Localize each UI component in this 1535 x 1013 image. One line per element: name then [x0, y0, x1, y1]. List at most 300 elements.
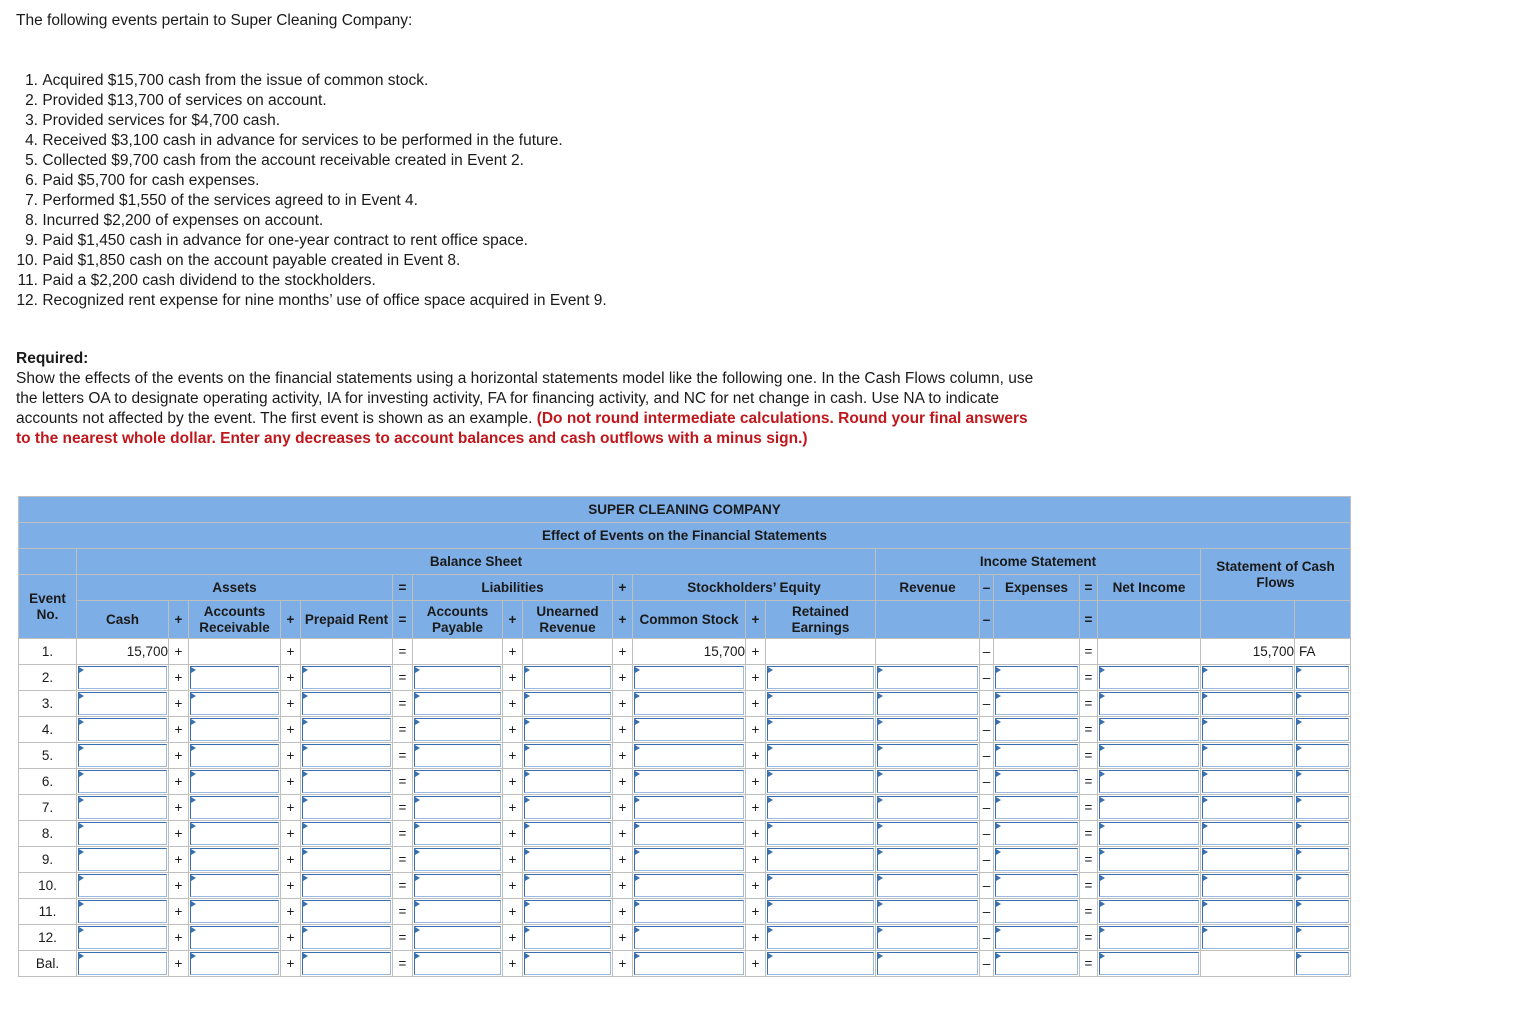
plus-sign: + — [281, 795, 301, 821]
net-income-input[interactable] — [1098, 873, 1201, 899]
cash-flow-code-input[interactable] — [1295, 899, 1351, 925]
cash-flow-amount-input[interactable] — [1201, 821, 1295, 847]
accounts-payable-input[interactable] — [413, 847, 503, 873]
expenses-input[interactable] — [994, 899, 1080, 925]
cash-input[interactable] — [77, 847, 169, 873]
equals-sign: = — [393, 601, 413, 639]
unearned-revenue-input[interactable] — [523, 847, 613, 873]
accounts-payable-input[interactable] — [413, 665, 503, 691]
cash-flow-code-input[interactable] — [1295, 847, 1351, 873]
unearned-revenue-input[interactable] — [523, 691, 613, 717]
plus-sign: + — [169, 717, 189, 743]
retained-earnings-cell — [766, 639, 876, 665]
event-number-cell: 7. — [19, 795, 77, 821]
cash-input[interactable] — [77, 951, 169, 977]
net-income-input[interactable] — [1098, 769, 1201, 795]
prepaid-rent-input[interactable] — [301, 821, 393, 847]
equals-sign: = — [393, 899, 413, 925]
expenses-input[interactable] — [994, 795, 1080, 821]
common-stock-input[interactable] — [633, 717, 746, 743]
plus-sign: + — [613, 575, 633, 601]
prepaid-rent-input[interactable] — [301, 951, 393, 977]
cash-input[interactable] — [77, 769, 169, 795]
plus-sign: + — [169, 847, 189, 873]
net-income-input[interactable] — [1098, 717, 1201, 743]
expenses-input[interactable] — [994, 717, 1080, 743]
event-text: Received $3,100 cash in advance for services to be performed in the future. — [42, 132, 563, 149]
accounts-payable-input[interactable] — [413, 925, 503, 951]
prepaid-rent-cell — [301, 639, 393, 665]
revenue-input[interactable] — [876, 873, 980, 899]
plus-sign: + — [613, 691, 633, 717]
revenue-input[interactable] — [876, 795, 980, 821]
net-income-header: Net Income — [1098, 575, 1201, 601]
unearned-revenue-input[interactable] — [523, 873, 613, 899]
equals-sign: = — [393, 925, 413, 951]
event-text: Paid $5,700 for cash expenses. — [42, 172, 260, 189]
plus-sign: + — [281, 717, 301, 743]
event-number-cell: 10. — [19, 873, 77, 899]
table-row — [19, 717, 1351, 743]
event-item — [12, 251, 607, 271]
plus-sign: + — [281, 639, 301, 665]
cash-input[interactable] — [77, 665, 169, 691]
plus-sign: + — [503, 717, 523, 743]
minus-sign: – — [980, 795, 994, 821]
accounts-receivable-input[interactable] — [189, 873, 281, 899]
cash-flow-code-input[interactable] — [1295, 951, 1351, 977]
event-number: 1. — [25, 72, 38, 89]
accounts-receivable-input[interactable] — [189, 847, 281, 873]
plus-sign: + — [503, 769, 523, 795]
plus-sign: + — [613, 665, 633, 691]
unearned-revenue-cell — [523, 639, 613, 665]
accounts-receivable-input[interactable] — [189, 951, 281, 977]
plus-sign: + — [281, 951, 301, 977]
plus-sign: + — [746, 873, 766, 899]
plus-sign: + — [281, 899, 301, 925]
accounts-payable-input[interactable] — [413, 769, 503, 795]
plus-sign: + — [503, 601, 523, 639]
equals-sign: = — [1080, 951, 1098, 977]
accounts-payable-input[interactable] — [413, 951, 503, 977]
prepaid-rent-input[interactable] — [301, 873, 393, 899]
accounts-receivable-cell — [189, 639, 281, 665]
retained-earnings-input[interactable] — [766, 769, 876, 795]
prepaid-rent-input[interactable] — [301, 717, 393, 743]
intro-text: The following events pertain to Super Cleaning Company: — [16, 12, 413, 29]
unearned-revenue-input[interactable] — [523, 769, 613, 795]
cash-flow-code-input[interactable] — [1295, 743, 1351, 769]
cash-input[interactable] — [77, 899, 169, 925]
equals-sign: = — [393, 665, 413, 691]
plus-sign: + — [746, 795, 766, 821]
common-stock-input[interactable] — [633, 743, 746, 769]
prepaid-rent-input[interactable] — [301, 925, 393, 951]
plus-sign: + — [281, 873, 301, 899]
equals-sign: = — [393, 769, 413, 795]
plus-sign: + — [746, 925, 766, 951]
minus-sign: – — [980, 951, 994, 977]
retained-earnings-input[interactable] — [766, 951, 876, 977]
cash-input[interactable] — [77, 821, 169, 847]
equals-sign: = — [393, 639, 413, 665]
equals-sign: = — [1080, 847, 1098, 873]
events-list — [12, 71, 607, 311]
cash-input[interactable] — [77, 925, 169, 951]
accounts-receivable-input[interactable] — [189, 925, 281, 951]
cash-flow-amount-input[interactable] — [1201, 873, 1295, 899]
event-number: 3. — [25, 112, 38, 129]
equals-sign: = — [393, 951, 413, 977]
revenue-input[interactable] — [876, 847, 980, 873]
equals-sign: = — [393, 873, 413, 899]
net-income-input[interactable] — [1098, 821, 1201, 847]
expenses-input[interactable] — [994, 873, 1080, 899]
event-number: 6. — [25, 172, 38, 189]
minus-sign: – — [980, 743, 994, 769]
event-item — [12, 151, 607, 171]
event-item — [12, 91, 607, 111]
event-text: Acquired $15,700 cash from the issue of common stock. — [42, 72, 429, 89]
unearned-revenue-input[interactable] — [523, 795, 613, 821]
cash-flow-code-input[interactable] — [1295, 795, 1351, 821]
accounts-payable-input[interactable] — [413, 899, 503, 925]
plus-sign: + — [169, 795, 189, 821]
required-emphasis: (Do not round intermediate calculations. Round your final answers to the nearest whole dollar. Enter any decreases to account balances and cash outflows with a minus sign.) — [16, 410, 1028, 447]
event-text: Incurred $2,200 of expenses on account. — [42, 212, 324, 229]
plus-sign: + — [503, 691, 523, 717]
equals-sign: = — [393, 847, 413, 873]
retained-earnings-input[interactable] — [766, 847, 876, 873]
common-stock-input[interactable] — [633, 873, 746, 899]
net-income-input[interactable] — [1098, 899, 1201, 925]
table-row — [19, 691, 1351, 717]
plus-sign: + — [169, 639, 189, 665]
cash-flow-amount-input[interactable] — [1201, 899, 1295, 925]
equity-header: Stockholders’ Equity — [633, 575, 876, 601]
equals-sign: = — [1080, 821, 1098, 847]
expenses-input[interactable] — [994, 951, 1080, 977]
accounts-receivable-input[interactable] — [189, 691, 281, 717]
equals-sign: = — [1080, 769, 1098, 795]
plus-sign: + — [503, 665, 523, 691]
plus-sign: + — [613, 847, 633, 873]
plus-sign: + — [746, 951, 766, 977]
event-number-cell: 9. — [19, 847, 77, 873]
plus-sign: + — [503, 847, 523, 873]
event-item — [12, 271, 607, 291]
common-stock-input[interactable] — [633, 847, 746, 873]
minus-sign: – — [980, 769, 994, 795]
event-item — [12, 191, 607, 211]
plus-sign: + — [746, 691, 766, 717]
cash-flow-amount-cell — [1201, 951, 1295, 977]
equals-sign: = — [1080, 743, 1098, 769]
common-stock-input[interactable] — [633, 951, 746, 977]
revenue-input[interactable] — [876, 717, 980, 743]
plus-sign: + — [746, 847, 766, 873]
cash-flow-amount-input[interactable] — [1201, 717, 1295, 743]
table-row — [19, 743, 1351, 769]
event-text: Recognized rent expense for nine months’ use of office space acquired in Event 9. — [42, 292, 607, 309]
required-text: Show the effects of the events on the financial statements using a horizontal statements model like the following one. In the Cash Flows column, use the letters OA to designate operating activity, IA for investing activity, FA for financing activity, and NC for net change in cash. Use NA to indicate accounts not affected by the event. The first event is shown as an example. — [16, 370, 1034, 427]
expenses-input[interactable] — [994, 691, 1080, 717]
event-number-cell: 1. — [19, 639, 77, 665]
plus-sign: + — [746, 821, 766, 847]
plus-sign: + — [169, 873, 189, 899]
equals-sign: = — [1080, 665, 1098, 691]
revenue-header: Revenue — [876, 575, 980, 601]
unearned-revenue-input[interactable] — [523, 665, 613, 691]
plus-sign: + — [169, 769, 189, 795]
common-stock-input[interactable] — [633, 899, 746, 925]
retained-earnings-input[interactable] — [766, 691, 876, 717]
event-text: Paid $1,850 cash on the account payable created in Event 8. — [42, 252, 461, 269]
plus-sign: + — [746, 899, 766, 925]
equals-sign: = — [1080, 639, 1098, 665]
retained-earnings-input[interactable] — [766, 795, 876, 821]
retained-earnings-input[interactable] — [766, 899, 876, 925]
event-item — [12, 291, 607, 311]
event-text: Performed $1,550 of the services agreed to in Event 4. — [42, 192, 418, 209]
expenses-input[interactable] — [994, 665, 1080, 691]
common-stock-input[interactable] — [633, 925, 746, 951]
table-row — [19, 769, 1351, 795]
minus-sign: – — [980, 899, 994, 925]
net-income-input[interactable] — [1098, 847, 1201, 873]
accounts-payable-input[interactable] — [413, 743, 503, 769]
equals-sign: = — [393, 691, 413, 717]
accounts-payable-input[interactable] — [413, 795, 503, 821]
retained-earnings-input[interactable] — [766, 665, 876, 691]
table-row — [19, 665, 1351, 691]
expenses-input[interactable] — [994, 847, 1080, 873]
plus-sign: + — [613, 873, 633, 899]
plus-sign: + — [281, 665, 301, 691]
minus-sign: – — [980, 665, 994, 691]
plus-sign: + — [503, 899, 523, 925]
plus-sign: + — [503, 951, 523, 977]
prepaid-rent-input[interactable] — [301, 665, 393, 691]
expenses-input[interactable] — [994, 925, 1080, 951]
common-stock-input[interactable] — [633, 795, 746, 821]
retained-earnings-input[interactable] — [766, 873, 876, 899]
equals-sign: = — [1080, 873, 1098, 899]
expenses-input[interactable] — [994, 769, 1080, 795]
event-item — [12, 211, 607, 231]
accounts-receivable-input[interactable] — [189, 665, 281, 691]
cash-flow-code-input[interactable] — [1295, 665, 1351, 691]
unearned-revenue-input[interactable] — [523, 717, 613, 743]
event-number: 8. — [25, 212, 38, 229]
unearned-revenue-input[interactable] — [523, 925, 613, 951]
plus-sign: + — [613, 899, 633, 925]
prepaid-rent-input[interactable] — [301, 769, 393, 795]
cash-flow-code-input[interactable] — [1295, 691, 1351, 717]
plus-sign: + — [613, 821, 633, 847]
event-number: 10. — [16, 252, 38, 269]
accounts-payable-input[interactable] — [413, 873, 503, 899]
expenses-header: Expenses — [994, 575, 1080, 601]
plus-sign: + — [169, 691, 189, 717]
cash-cell: 15,700 — [77, 639, 169, 665]
revenue-input[interactable] — [876, 899, 980, 925]
common-stock-input[interactable] — [633, 769, 746, 795]
plus-sign: + — [613, 717, 633, 743]
minus-sign: – — [980, 575, 994, 601]
minus-sign: – — [980, 691, 994, 717]
equals-sign: = — [1080, 575, 1098, 601]
revenue-cell — [876, 639, 980, 665]
accounts-payable-input[interactable] — [413, 821, 503, 847]
common-stock-input[interactable] — [633, 665, 746, 691]
accounts-receivable-input[interactable] — [189, 769, 281, 795]
cash-flows-header: Statement of Cash Flows — [1201, 549, 1351, 601]
revenue-input[interactable] — [876, 743, 980, 769]
net-income-input[interactable] — [1098, 925, 1201, 951]
plus-sign: + — [503, 873, 523, 899]
plus-sign: + — [503, 925, 523, 951]
retained-earnings-input[interactable] — [766, 743, 876, 769]
plus-sign: + — [169, 899, 189, 925]
cash-input[interactable] — [77, 873, 169, 899]
net-income-input[interactable] — [1098, 743, 1201, 769]
cash-input[interactable] — [77, 743, 169, 769]
common-stock-input[interactable] — [633, 691, 746, 717]
table-row — [19, 899, 1351, 925]
cash-flow-amount-input[interactable] — [1201, 665, 1295, 691]
revenue-input[interactable] — [876, 821, 980, 847]
net-income-input[interactable] — [1098, 951, 1201, 977]
equals-sign: = — [1080, 601, 1098, 639]
accounts-receivable-input[interactable] — [189, 743, 281, 769]
plus-sign: + — [746, 639, 766, 665]
event-number: 5. — [25, 152, 38, 169]
retained-earnings-input[interactable] — [766, 925, 876, 951]
table-row — [19, 847, 1351, 873]
accounts-payable-header: Accounts Payable — [413, 601, 503, 639]
expenses-input[interactable] — [994, 743, 1080, 769]
event-number-cell: 3. — [19, 691, 77, 717]
cash-flow-amount-cell: 15,700 — [1201, 639, 1295, 665]
plus-sign: + — [281, 821, 301, 847]
cash-flow-amount-input[interactable] — [1201, 769, 1295, 795]
cash-input[interactable] — [77, 691, 169, 717]
revenue-input[interactable] — [876, 691, 980, 717]
revenue-input[interactable] — [876, 925, 980, 951]
equals-sign: = — [1080, 795, 1098, 821]
event-item — [12, 111, 607, 131]
prepaid-rent-input[interactable] — [301, 899, 393, 925]
revenue-input[interactable] — [876, 665, 980, 691]
plus-sign: + — [281, 925, 301, 951]
cash-flow-amount-input[interactable] — [1201, 925, 1295, 951]
unearned-revenue-input[interactable] — [523, 743, 613, 769]
unearned-revenue-input[interactable] — [523, 821, 613, 847]
prepaid-rent-header: Prepaid Rent — [301, 601, 393, 639]
accounts-payable-input[interactable] — [413, 717, 503, 743]
plus-sign: + — [169, 601, 189, 639]
cash-flow-code-input[interactable] — [1295, 821, 1351, 847]
net-income-input[interactable] — [1098, 795, 1201, 821]
balance-sheet-header: Balance Sheet — [77, 549, 876, 575]
cash-flow-code-input[interactable] — [1295, 769, 1351, 795]
accounts-receivable-input[interactable] — [189, 821, 281, 847]
expenses-input[interactable] — [994, 821, 1080, 847]
cash-flow-code-input[interactable] — [1295, 925, 1351, 951]
unearned-revenue-input[interactable] — [523, 951, 613, 977]
plus-sign: + — [503, 795, 523, 821]
table-row — [19, 951, 1351, 977]
accounts-receivable-input[interactable] — [189, 717, 281, 743]
plus-sign: + — [503, 743, 523, 769]
equals-sign: = — [1080, 925, 1098, 951]
cash-flow-amount-input[interactable] — [1201, 847, 1295, 873]
prepaid-rent-input[interactable] — [301, 795, 393, 821]
accounts-receivable-input[interactable] — [189, 899, 281, 925]
equals-sign: = — [393, 821, 413, 847]
net-income-input[interactable] — [1098, 665, 1201, 691]
cash-flow-code-input[interactable] — [1295, 717, 1351, 743]
accounts-payable-input[interactable] — [413, 691, 503, 717]
event-number: 7. — [25, 192, 38, 209]
plus-sign: + — [281, 847, 301, 873]
plus-sign: + — [746, 769, 766, 795]
retained-earnings-input[interactable] — [766, 717, 876, 743]
accounts-receivable-input[interactable] — [189, 795, 281, 821]
plus-sign: + — [281, 769, 301, 795]
cash-input[interactable] — [77, 795, 169, 821]
prepaid-rent-input[interactable] — [301, 847, 393, 873]
table-row — [19, 925, 1351, 951]
net-income-input[interactable] — [1098, 691, 1201, 717]
plus-sign: + — [281, 601, 301, 639]
event-number: 12. — [16, 292, 38, 309]
retained-earnings-input[interactable] — [766, 821, 876, 847]
minus-sign: – — [980, 873, 994, 899]
plus-sign: + — [613, 639, 633, 665]
cash-flow-code-input[interactable] — [1295, 873, 1351, 899]
event-text: Paid $1,450 cash in advance for one-year contract to rent office space. — [42, 232, 528, 249]
equals-sign: = — [1080, 691, 1098, 717]
cash-input[interactable] — [77, 717, 169, 743]
revenue-input[interactable] — [876, 769, 980, 795]
common-stock-input[interactable] — [633, 821, 746, 847]
revenue-input[interactable] — [876, 951, 980, 977]
equals-sign: = — [393, 795, 413, 821]
cash-flow-amount-input[interactable] — [1201, 795, 1295, 821]
unearned-revenue-input[interactable] — [523, 899, 613, 925]
plus-sign: + — [613, 925, 633, 951]
accounts-receivable-header: Accounts Receivable — [189, 601, 281, 639]
minus-sign: – — [980, 847, 994, 873]
table-row — [19, 873, 1351, 899]
prepaid-rent-input[interactable] — [301, 691, 393, 717]
plus-sign: + — [746, 601, 766, 639]
common-stock-header: Common Stock — [633, 601, 746, 639]
plus-sign: + — [613, 769, 633, 795]
prepaid-rent-input[interactable] — [301, 743, 393, 769]
plus-sign: + — [613, 743, 633, 769]
event-no-header: Event No. — [19, 575, 77, 639]
cash-flow-amount-input[interactable] — [1201, 691, 1295, 717]
event-number: 9. — [25, 232, 38, 249]
equals-sign: = — [393, 743, 413, 769]
plus-sign: + — [746, 717, 766, 743]
liabilities-header: Liabilities — [413, 575, 613, 601]
cash-flow-amount-input[interactable] — [1201, 743, 1295, 769]
